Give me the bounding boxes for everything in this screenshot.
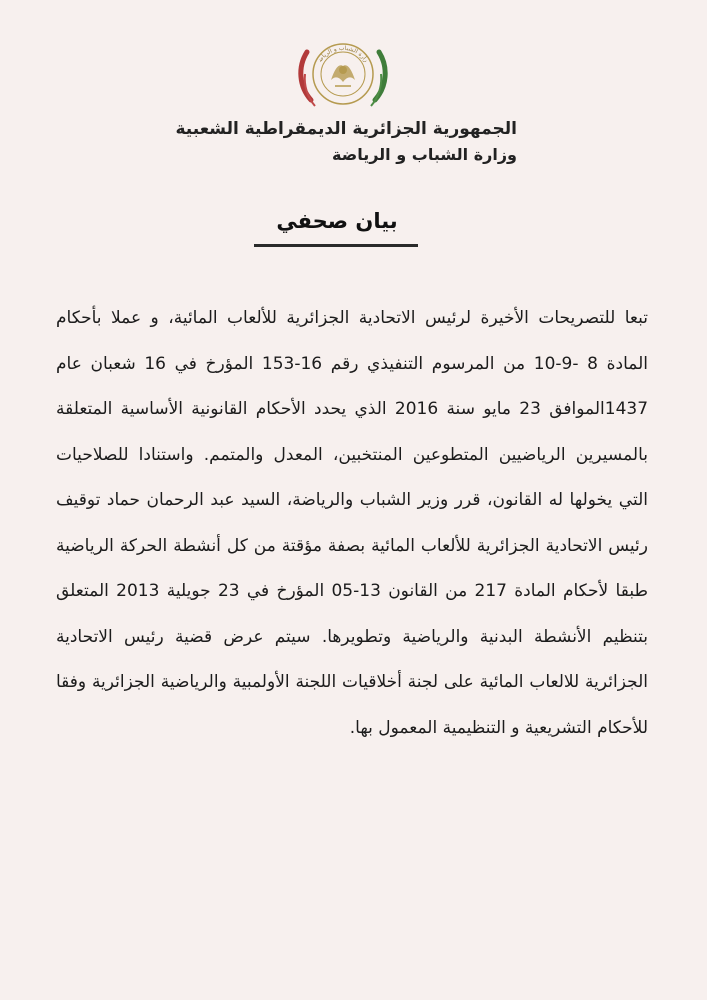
ministry-name: وزارة الشباب و الرياضة [332, 145, 517, 164]
title-underline [254, 244, 418, 247]
ministry-emblem-logo [293, 22, 393, 122]
press-release-title: بيان صحفي [276, 209, 398, 233]
svg-text:وزارة الشباب و الرياضة: زارة الشباب و الرياض [316, 44, 370, 64]
letterhead [97, 116, 517, 168]
republic-name: الجمهورية الجزائرية الديمقراطية الشعبية [175, 119, 517, 139]
press-release-body: تبعا للتصريحات الأخيرة لرئيس الاتحادية الجزائرية للألعاب المائية، و عملا بأحكام المادة 8 -9-10 من المرسوم التنفيذي رقم 16-153 المؤرخ في 16 شعبان عام 1437الموافق 23 مايو سنة 2016 الذي يحدد الأحكام القانونية الأساسية المتعلقة بالمسيرين الرياضيين المتطوعين المنتخبين، المعدل والمتمم. واستنادا للصلاحيات التي يخولها له القانون، قرر وزير الشباب والرياضة، السيد عبد الرحمان حماد توقيف رئيس الاتحادية الجزائرية للألعاب المائية بصفة مؤقتة من كل أنشطة الحركة الرياضية طبقا لأحكام المادة 217 من القانون 13-05 المؤرخ في 23 جويلية 2013 المتعلق بتنظيم الأنشطة البدنية والرياضية وتطويرها. سيتم عرض قضية رئيس الاتحادية الجزائرية للالعاب المائية على لجنة أخلاقيات اللجنة الأولمبية والرياضية الجزائرية وفقا للأحكام التشريعية و التنظيمية المعمول بها. [56, 308, 649, 738]
